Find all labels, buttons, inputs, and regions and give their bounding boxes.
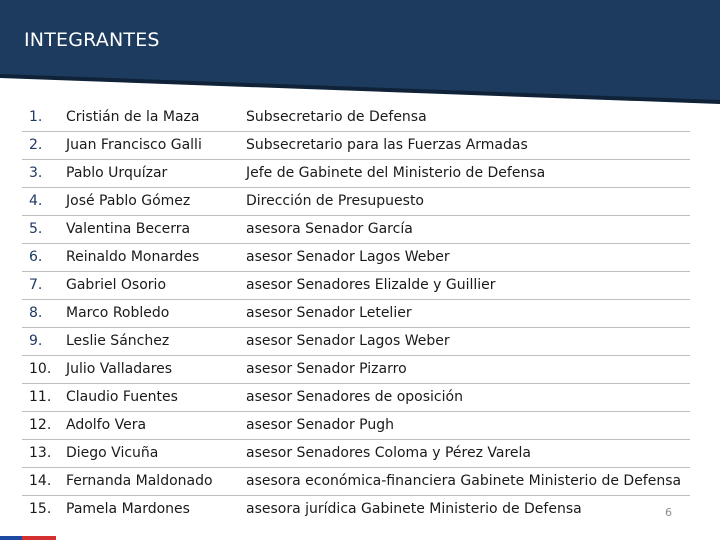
- flag-strip-red: [22, 536, 56, 540]
- member-name: Pamela Mardones: [66, 501, 190, 517]
- member-name: José Pablo Gómez: [66, 193, 191, 209]
- list-item: [22, 328, 690, 356]
- member-name: Adolfo Vera: [66, 417, 147, 433]
- member-number: 11.: [29, 389, 52, 405]
- member-number: 7.: [29, 277, 43, 293]
- member-number: 15.: [29, 501, 52, 517]
- list-item: [22, 132, 690, 160]
- member-role: Subsecretario de Defensa: [246, 109, 427, 125]
- flag-strip: [0, 536, 56, 540]
- member-name: Juan Francisco Galli: [66, 137, 202, 153]
- member-role: Dirección de Presupuesto: [246, 193, 425, 209]
- list-item: [22, 300, 690, 328]
- member-role: asesor Senadores de oposición: [246, 389, 463, 405]
- member-number: 12.: [29, 417, 52, 433]
- member-number: 6.: [29, 249, 43, 265]
- member-number: 13.: [29, 445, 52, 461]
- member-name: Reinaldo Monardes: [66, 249, 200, 265]
- member-name: Diego Vicuña: [66, 445, 159, 461]
- member-name: Valentina Becerra: [66, 221, 191, 237]
- flag-strip-blue: [0, 536, 22, 540]
- member-number: 4.: [29, 193, 43, 209]
- list-item: [22, 412, 690, 440]
- header-band-shape: [0, 0, 720, 110]
- member-name: Julio Valladares: [66, 361, 173, 377]
- member-name: Pablo Urquízar: [66, 165, 168, 181]
- member-role: asesor Senador Lagos Weber: [246, 333, 450, 349]
- member-number: 3.: [29, 165, 43, 181]
- member-role: asesor Senador Letelier: [246, 305, 412, 321]
- member-name: Leslie Sánchez: [66, 333, 170, 349]
- member-number: 2.: [29, 137, 43, 153]
- list-item: [22, 160, 690, 188]
- member-role: asesora jurídica Gabinete Ministerio de Defensa: [246, 501, 582, 517]
- page-number: 6: [665, 506, 672, 519]
- list-item: [22, 440, 690, 468]
- member-role: asesor Senadores Elizalde y Guillier: [246, 277, 496, 293]
- member-number: 5.: [29, 221, 43, 237]
- member-role: asesor Senadores Coloma y Pérez Varela: [246, 445, 531, 461]
- member-role: Jefe de Gabinete del Ministerio de Defensa: [246, 165, 546, 181]
- member-name: Marco Robledo: [66, 305, 170, 321]
- member-role: asesor Senador Pizarro: [246, 361, 407, 377]
- member-number: 1.: [29, 109, 43, 125]
- member-name: Cristián de la Maza: [66, 109, 200, 125]
- member-name: Fernanda Maldonado: [66, 473, 213, 489]
- list-item: [22, 244, 690, 272]
- member-number: 9.: [29, 333, 43, 349]
- list-item: [22, 356, 690, 384]
- member-role: Subsecretario para las Fuerzas Armadas: [246, 137, 528, 153]
- list-item: [22, 272, 690, 300]
- list-item: [22, 188, 690, 216]
- list-item: [22, 468, 690, 496]
- page-title: INTEGRANTES: [24, 29, 160, 51]
- list-item: [22, 384, 690, 412]
- member-role: asesora económica-financiera Gabinete Ministerio de Defensa: [246, 473, 682, 489]
- member-number: 8.: [29, 305, 43, 321]
- list-item: [22, 496, 690, 524]
- list-item: [22, 104, 690, 132]
- member-role: asesor Senador Lagos Weber: [246, 249, 450, 265]
- member-role: asesor Senador Pugh: [246, 417, 394, 433]
- member-role: asesora Senador García: [246, 221, 413, 237]
- member-number: 14.: [29, 473, 52, 489]
- member-number: 10.: [29, 361, 52, 377]
- member-name: Gabriel Osorio: [66, 277, 167, 293]
- member-list: [22, 104, 690, 524]
- member-name: Claudio Fuentes: [66, 389, 178, 405]
- list-item: [22, 216, 690, 244]
- header-band: [0, 0, 720, 110]
